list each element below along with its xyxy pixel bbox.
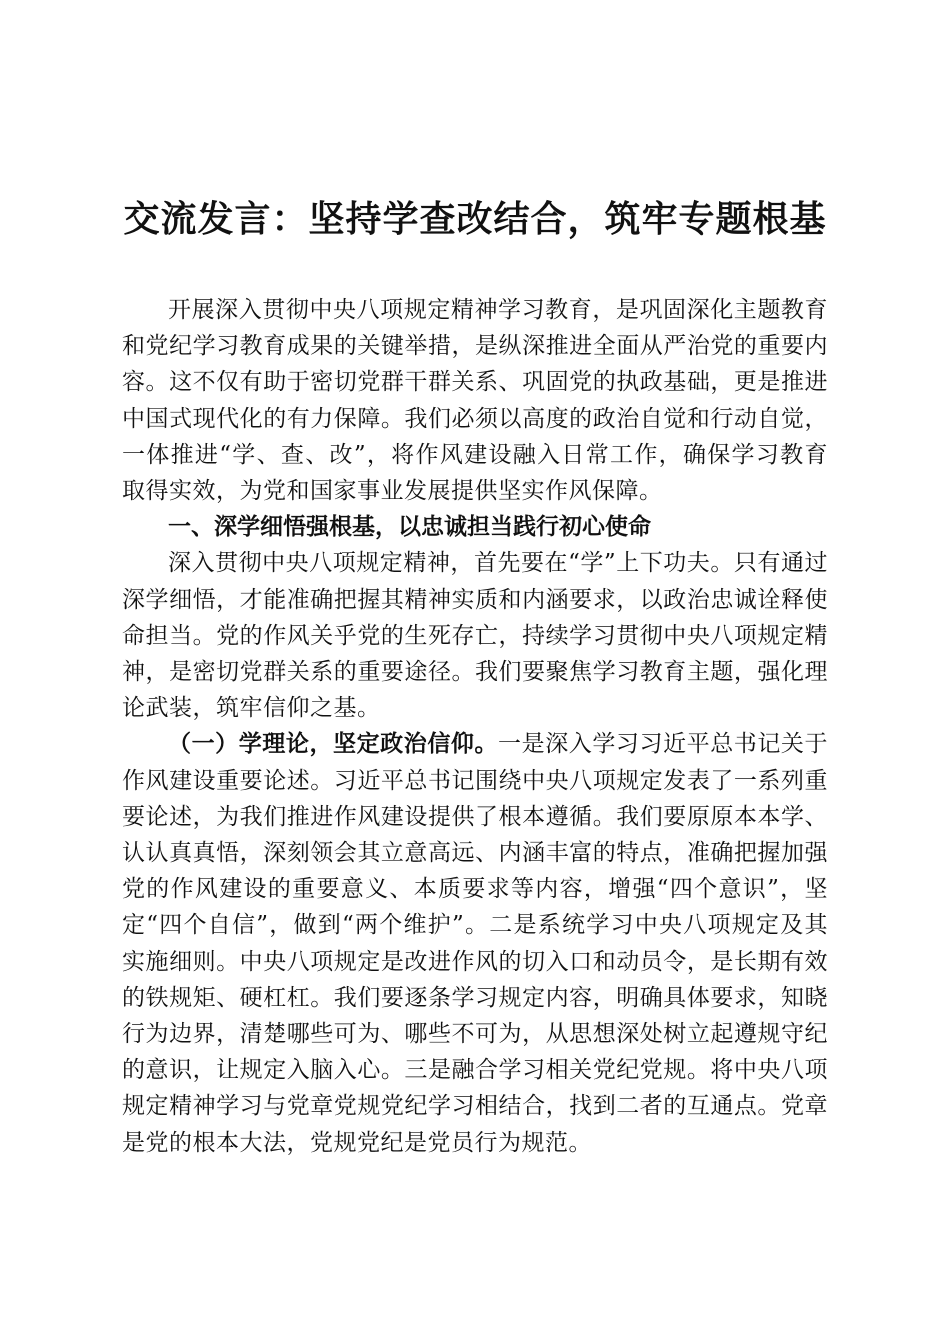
document-title: 交流发言：坚持学查改结合，筑牢专题根基: [123, 199, 827, 240]
subsection-title: （一）学理论，坚定政治信仰。: [168, 731, 499, 758]
subsection-paragraph: [122, 726, 828, 1160]
document-body: [122, 292, 828, 1161]
intro-paragraph: 开展深入贯彻中央八项规定精神学习教育，是巩固深化主题教育和党纪学习教育成果的关键举措，是纵深推进全面从严治党的重要内容。这不仅有助于密切党群干群关系、巩固党的执政基础，更是推进中国式现代化的有力保障。我们必须以高度的政治自觉和行动自觉，一体推进“学、查、改”，将作风建设融入日常工作，确保学习教育取得实效，为党和国家事业发展提供坚实作风保障。: [122, 297, 828, 505]
subsection-body: 一是深入学习习近平总书记关于作风建设重要论述。习近平总书记围绕中央八项规定发表了一系列重要论述，为我们推进作风建设提供了根本遵循。我们要原原本本学、认认真真悟，深刻领会其立意高远、内涵丰富的特点，准确把握加强党的作风建设的重要意义、本质要求等内容，增强“四个意识”，坚定“四个自信”，做到“两个维护”。二是系统学习中央八项规定及其实施细则。中央八项规定是改进作风的切入口和动员令，是长期有效的铁规矩、硬杠杠。我们要逐条学习规定内容，明确具体要求，知晓行为边界，清楚哪些可为、哪些不可为，从思想深处树立起遵规守纪的意识，让规定入脑入心。三是融合学习相关党纪党规。将中央八项规定精神学习与党章党规党纪学习相结合，找到二者的互通点。党章是党的根本大法，党规党纪是党员行为规范。: [122, 731, 829, 1156]
section-heading: 一、深学细悟强根基，以忠诚担当践行初心使命: [168, 514, 651, 541]
section-paragraph: 深入贯彻中央八项规定精神，首先要在“学”上下功夫。只有通过深学细悟，才能准确把握其精神实质和内涵要求，以政治忠诚诠释使命担当。党的作风关乎党的生死存亡，持续学习贯彻中央八项规定精神，是密切党群关系的重要途径。我们要聚焦学习教育主题，强化理论武装，筑牢信仰之基。: [122, 550, 828, 722]
